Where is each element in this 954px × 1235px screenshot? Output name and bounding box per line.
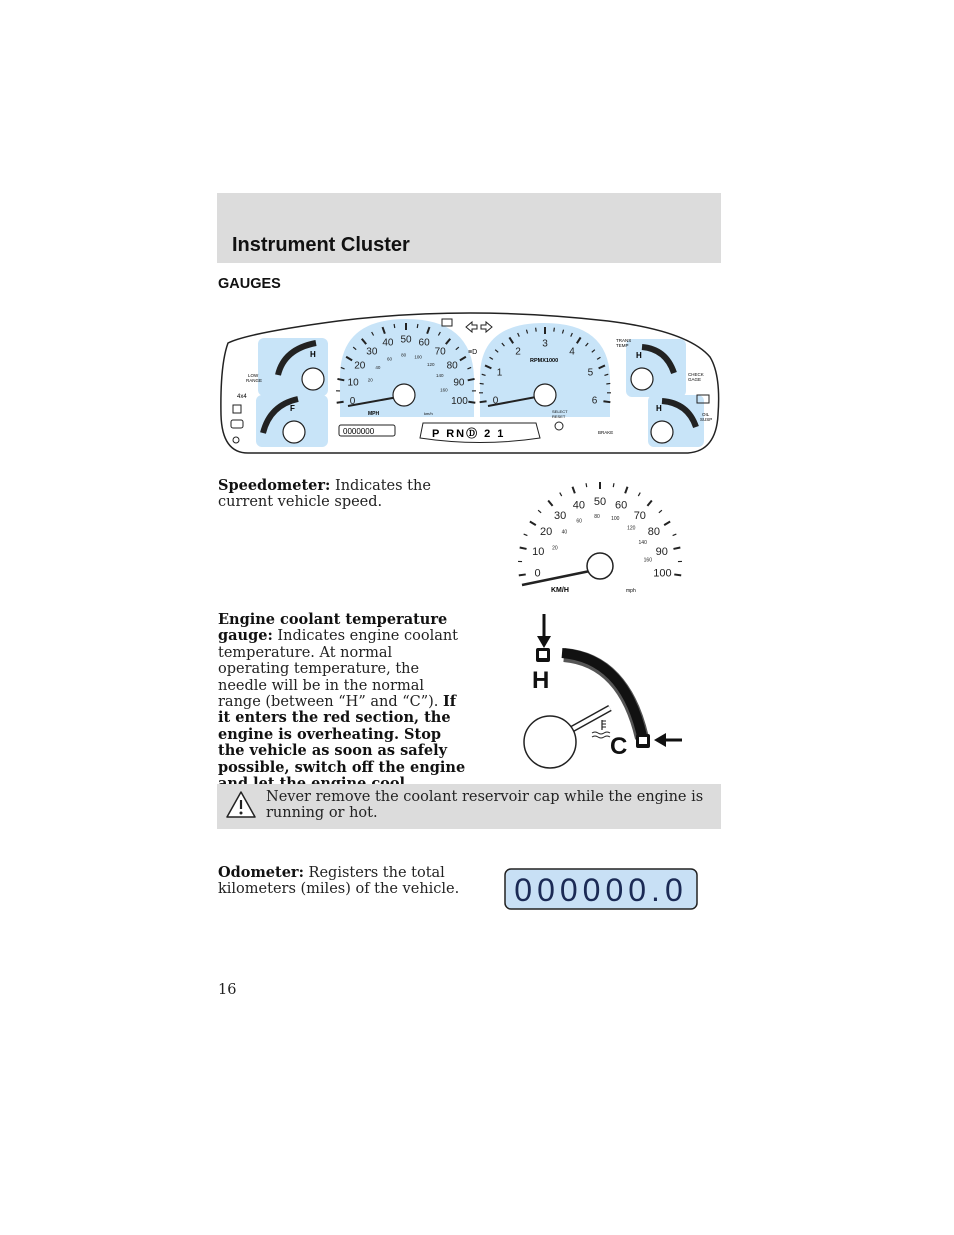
cold-label: C bbox=[610, 733, 628, 760]
coolant-description bbox=[218, 612, 468, 792]
cluster-mph-label: 20 bbox=[354, 360, 366, 372]
chapter-title: Instrument Cluster bbox=[232, 234, 410, 256]
odometer-term: Odometer: bbox=[218, 864, 304, 881]
cluster-kmh-label: 20 bbox=[367, 377, 373, 383]
cluster-kmh-label: 40 bbox=[375, 365, 381, 371]
susp-label: SUSP bbox=[700, 417, 713, 422]
cluster-mph-tick bbox=[394, 324, 395, 328]
warning-box bbox=[217, 784, 721, 829]
cluster-mph-tick bbox=[468, 402, 475, 403]
trans-label: TRANS bbox=[616, 338, 632, 343]
left-gauge-f-label: F bbox=[290, 404, 295, 413]
cluster-rpm-label: 3 bbox=[542, 338, 548, 350]
gage-label: GAGE bbox=[688, 377, 702, 382]
speedo-mph-tick bbox=[524, 534, 528, 535]
cluster-mph-label: 60 bbox=[418, 337, 430, 349]
cluster-rpm-tick bbox=[480, 383, 484, 384]
speedo-mph-tick bbox=[647, 500, 651, 505]
cluster-rpm-label: 4 bbox=[569, 346, 575, 358]
cluster-rpm-label: 2 bbox=[515, 346, 521, 358]
speedometer-kmh-unit: KM/H bbox=[551, 587, 569, 594]
speedo-mph-label: 20 bbox=[539, 526, 553, 539]
speedo-mph-label: 80 bbox=[647, 526, 661, 539]
left-gauge-h-label: H bbox=[310, 350, 316, 359]
high-beam-icon: ≡D bbox=[468, 349, 478, 356]
speedo-mph-tick bbox=[560, 493, 562, 496]
speedo-kmh-label: 80 bbox=[594, 513, 600, 520]
cluster-mph-tick bbox=[417, 324, 418, 328]
speedo-mph-tick bbox=[538, 510, 541, 513]
coolant-warning-bold: If it enters the red section, the engine is overheating. Stop the vehicle as soon as safely possible, switch off the engine bbox=[218, 693, 466, 776]
speedo-mph-tick bbox=[673, 534, 677, 535]
cluster-mph-label: 50 bbox=[400, 334, 412, 346]
cluster-mph-label: 30 bbox=[366, 346, 378, 358]
cluster-speedometer bbox=[336, 319, 476, 417]
cluster-kmh-label: 60 bbox=[387, 356, 393, 362]
hot-label: H bbox=[532, 667, 550, 694]
speedo-mph-tick bbox=[625, 487, 627, 494]
speedometer-hub bbox=[587, 553, 613, 579]
speedo-mph-tick bbox=[519, 574, 526, 575]
speedo-mph-label: 100 bbox=[653, 567, 672, 580]
cluster-rpm-label: 5 bbox=[587, 367, 594, 379]
low-range-label: LOW bbox=[248, 373, 259, 378]
speedo-mph-tick bbox=[520, 548, 527, 549]
cluster-rpm-tick bbox=[536, 328, 537, 332]
speedometer-description bbox=[218, 478, 463, 511]
speedo-kmh-label: 60 bbox=[576, 518, 582, 525]
speedo-mph-label: 10 bbox=[532, 546, 545, 559]
instrument-cluster-illustration bbox=[218, 305, 722, 461]
odometer-illustration bbox=[504, 868, 698, 910]
cluster-mph-label: 80 bbox=[446, 360, 458, 372]
speedometer-body: Indicates the current vehicle speed. bbox=[218, 478, 431, 511]
cluster-tachometer bbox=[479, 323, 611, 419]
reset-label: RESET bbox=[552, 414, 566, 419]
coolant-gauge-illustration bbox=[512, 612, 690, 780]
cluster-kmh-label: km/h bbox=[424, 411, 433, 416]
cluster-rpm-tick bbox=[480, 401, 487, 402]
right-gauge-trans bbox=[626, 339, 686, 397]
left-gauge-fuel bbox=[256, 395, 328, 447]
speedo-kmh-label: 160 bbox=[643, 557, 652, 564]
cluster-kmh-label: 160 bbox=[440, 387, 448, 393]
speedo-mph-tick bbox=[572, 487, 574, 494]
speedo-mph-label: 0 bbox=[534, 567, 541, 580]
speedo-mph-label: 60 bbox=[615, 499, 628, 512]
coolant-term: Engine coolant temperature gauge: bbox=[218, 611, 448, 645]
speedo-mph-label: 40 bbox=[572, 499, 585, 512]
speedo-mph-tick bbox=[548, 500, 552, 505]
coolant-body: Indicates engine coolant temperature. At normal operating temperature, the needle will be in the normal range (between “H” and “C”). bbox=[218, 628, 459, 711]
warning-text: Never remove the coolant reservoir cap while the engine is running or hot. bbox=[266, 789, 704, 822]
cluster-kmh-label: 140 bbox=[436, 373, 444, 379]
cluster-rpm-label: 0 bbox=[492, 395, 499, 407]
temp-label: TEMP bbox=[616, 343, 629, 348]
speedo-kmh-label: 140 bbox=[638, 539, 647, 546]
speedo-kmh-label: 120 bbox=[627, 525, 636, 532]
cluster-mph-label: MPH bbox=[368, 411, 380, 417]
cluster-mph-tick bbox=[337, 379, 344, 380]
page-number: 16 bbox=[218, 982, 237, 998]
speedo-kmh-label: 40 bbox=[561, 529, 568, 536]
cluster-rpm-tick bbox=[603, 401, 610, 402]
cluster-mph-label: 10 bbox=[347, 377, 359, 389]
cluster-rpm-tick bbox=[554, 328, 555, 332]
cluster-mph-label: 40 bbox=[382, 337, 394, 349]
speedo-mph-tick bbox=[674, 574, 681, 575]
cluster-kmh-label: 100 bbox=[414, 354, 422, 360]
right-bottom-h-label: H bbox=[656, 404, 662, 413]
speedometer-mph-unit: mph bbox=[626, 588, 636, 594]
cluster-rpm-label: 1 bbox=[496, 367, 503, 379]
gear-indicator: P RNⒹ 2 1 bbox=[432, 428, 506, 440]
cluster-kmh-label: 80 bbox=[401, 352, 407, 358]
odometer-description bbox=[218, 865, 468, 898]
select-label: SELECT bbox=[552, 409, 568, 414]
warning-triangle-icon bbox=[225, 790, 257, 820]
right-gauge-temp bbox=[648, 395, 704, 447]
speedo-mph-tick bbox=[638, 493, 640, 496]
speedo-mph-label: 30 bbox=[554, 510, 567, 523]
speedo-mph-label: 50 bbox=[593, 495, 607, 508]
speedo-kmh-label: 20 bbox=[552, 545, 558, 552]
odometer-digits: 000000.0 bbox=[514, 872, 688, 908]
check-label: CHECK bbox=[688, 372, 704, 377]
speedo-mph-tick bbox=[530, 522, 536, 526]
section-heading: GAUGES bbox=[218, 276, 281, 292]
speedo-mph-label: 70 bbox=[633, 510, 646, 523]
brake-label: BRAKE bbox=[598, 430, 614, 435]
speedo-mph-tick bbox=[586, 483, 587, 487]
speedometer-illustration bbox=[514, 478, 686, 600]
right-top-h-label: H bbox=[636, 351, 642, 360]
cluster-mph-tick bbox=[337, 402, 344, 403]
speedo-kmh-label: 100 bbox=[611, 516, 620, 523]
cluster-kmh-label: 120 bbox=[427, 361, 435, 367]
coolant-temp-icon bbox=[592, 720, 610, 738]
speedo-mph-tick bbox=[659, 510, 662, 513]
left-gauge-temp bbox=[258, 338, 328, 396]
cluster-mph-label: 100 bbox=[451, 396, 468, 408]
cluster-rpm-label: RPMX1000 bbox=[530, 358, 559, 364]
speedo-mph-tick bbox=[673, 548, 680, 549]
cluster-mph-label: 90 bbox=[453, 377, 465, 389]
cluster-odometer-digits: 0000000 bbox=[343, 427, 375, 436]
chapter-header bbox=[217, 193, 721, 263]
speedo-mph-tick bbox=[664, 522, 670, 526]
cluster-mph-label: 0 bbox=[349, 396, 356, 408]
speedo-mph-tick bbox=[613, 483, 614, 487]
four-by-four-label: 4x4 bbox=[237, 394, 247, 400]
cluster-rpm-label: 6 bbox=[591, 395, 598, 407]
low-range-label-2: RANGE bbox=[246, 378, 263, 383]
speedo-mph-label: 90 bbox=[655, 546, 668, 559]
speedometer-term: Speedometer: bbox=[218, 477, 331, 494]
cluster-mph-label: 70 bbox=[434, 346, 446, 358]
cluster-rpm-tick bbox=[606, 383, 610, 384]
cluster-mph-tick bbox=[468, 379, 475, 380]
coolant-gauge-hub bbox=[524, 716, 576, 768]
oil-label: OIL bbox=[702, 412, 710, 417]
odometer-body: Registers the total kilometers (miles) of the vehicle. bbox=[218, 865, 460, 898]
